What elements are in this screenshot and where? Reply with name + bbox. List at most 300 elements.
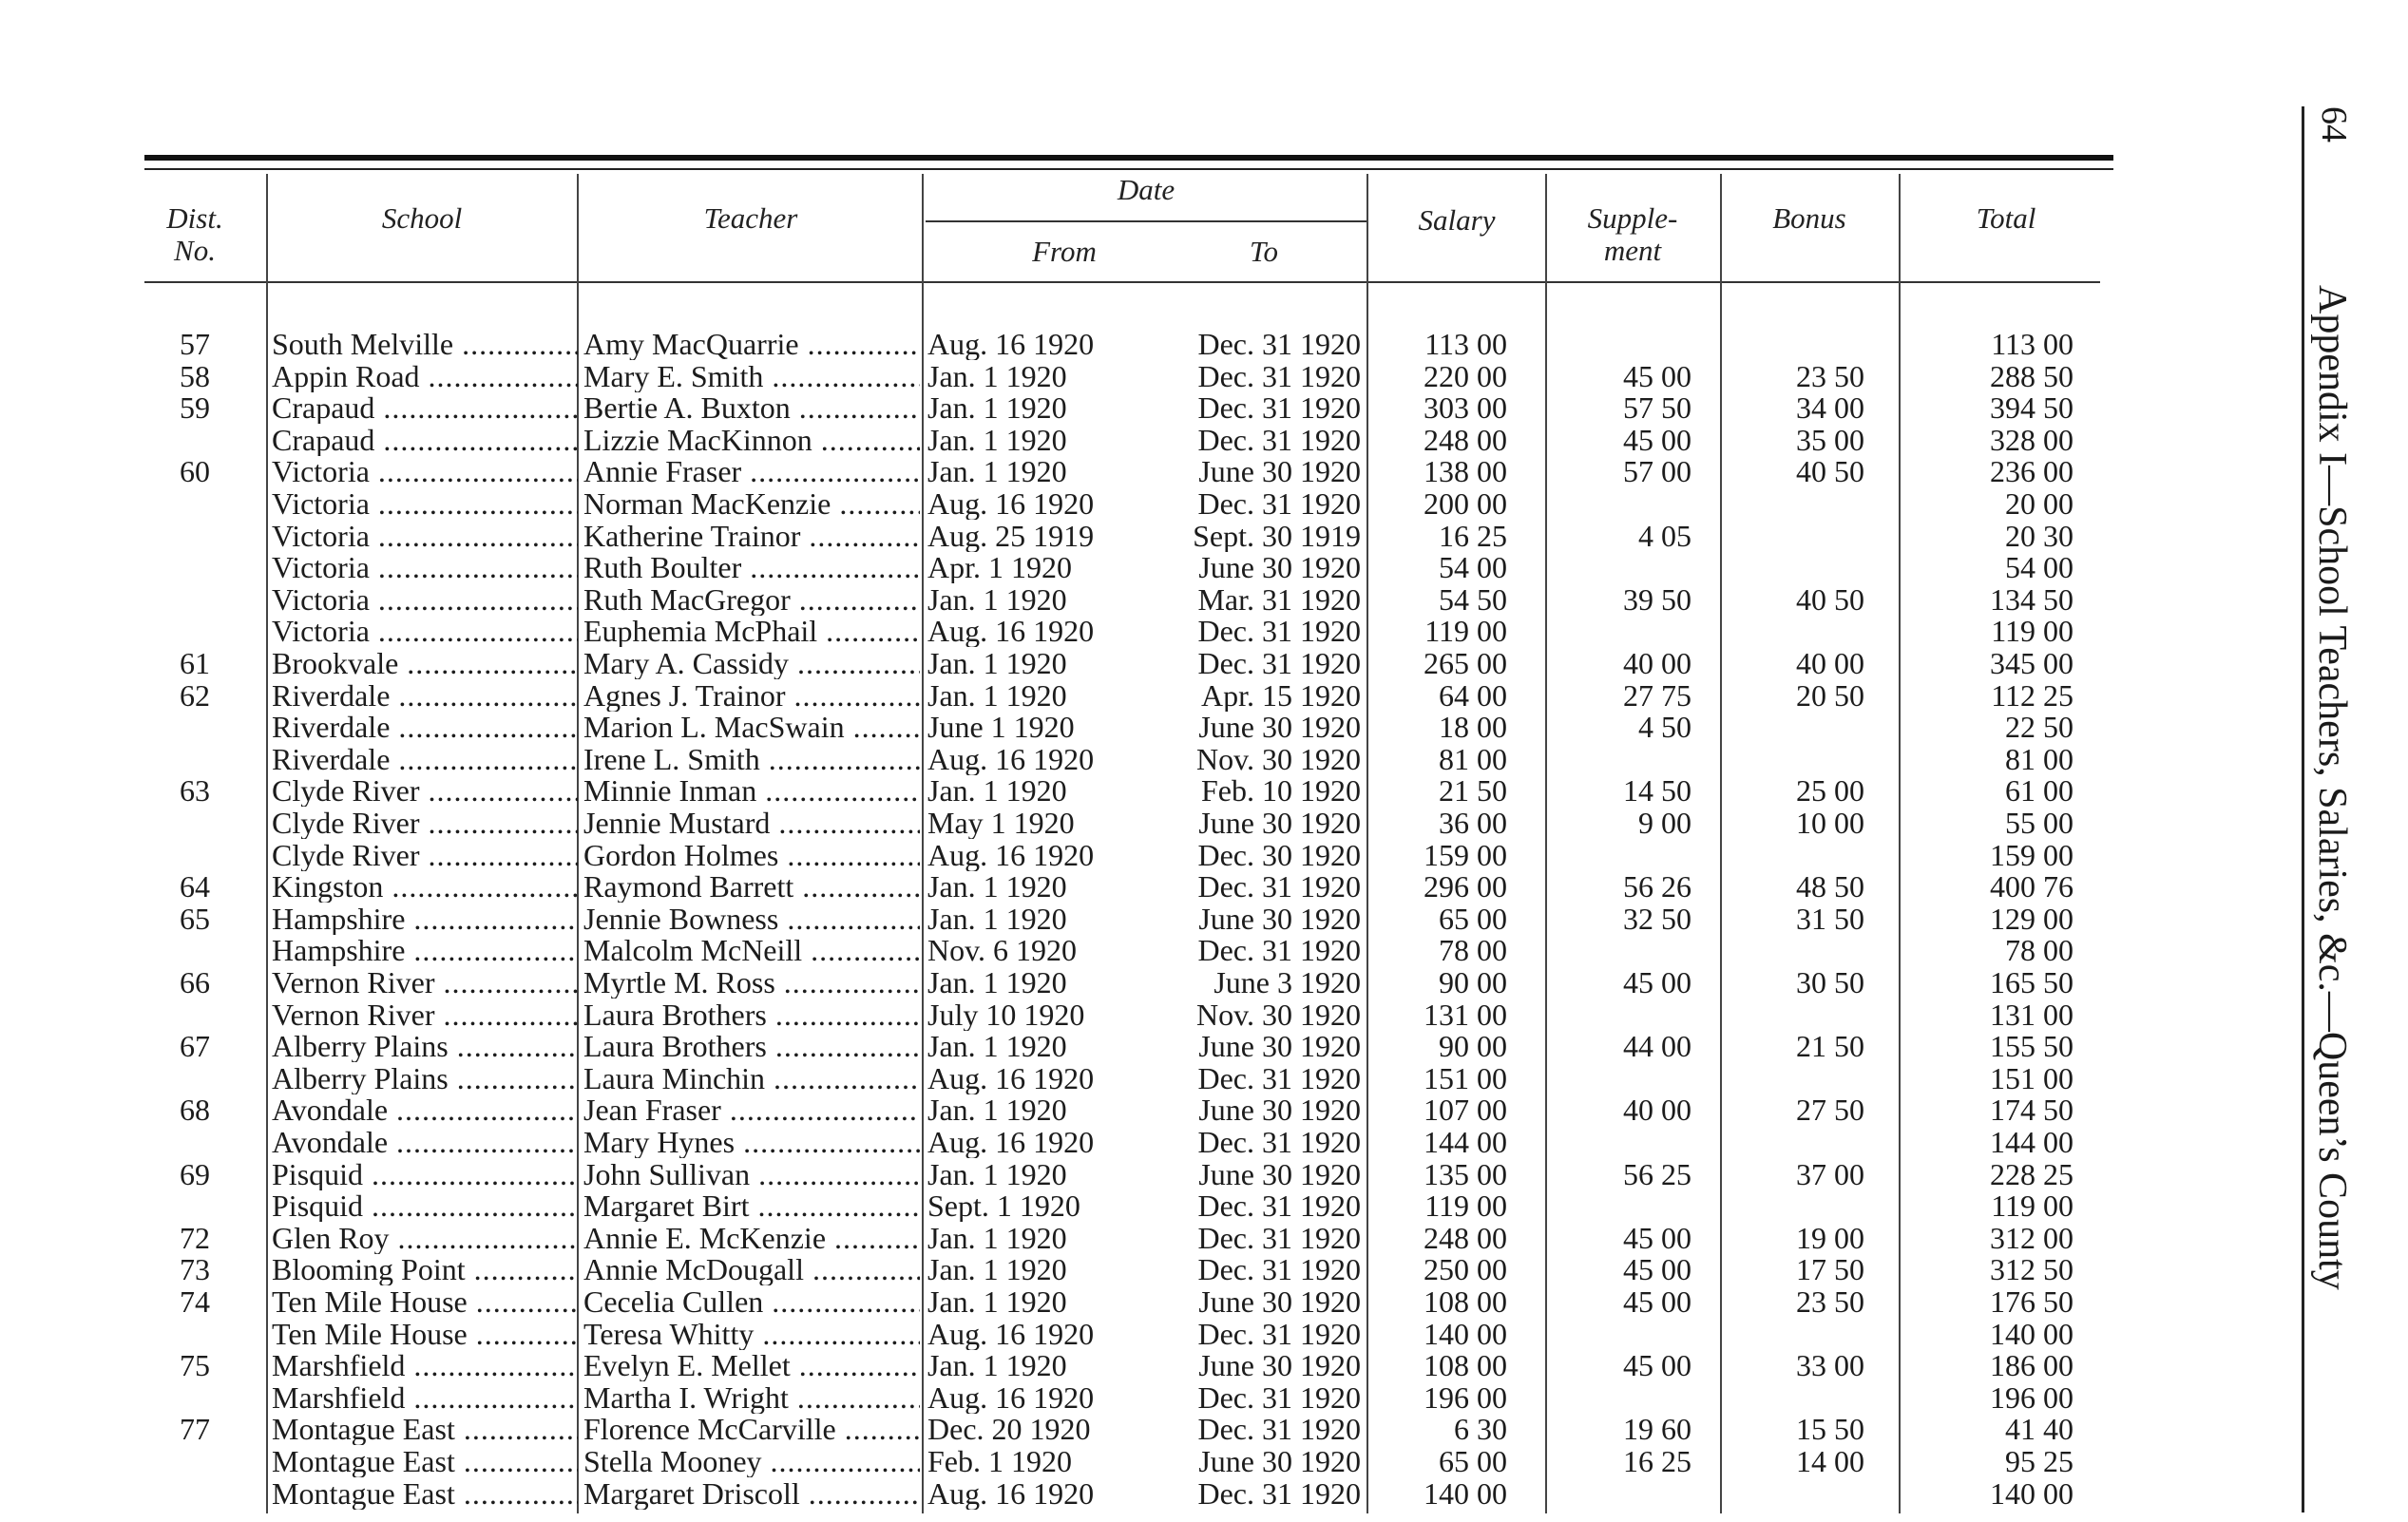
date-to-cell: Feb. 10 1920: [1201, 774, 1361, 808]
date-from-cell: Jan. 1 1920: [927, 423, 1067, 456]
salary-cell: 265 00: [1424, 647, 1507, 679]
total-cell: 55 00: [2005, 807, 2074, 839]
teacher-cell: Jennie Mustard .....: [583, 807, 920, 839]
supplement-cell: 32 50: [1623, 902, 1691, 935]
teacher-cell: Ruth MacGregor .....: [583, 583, 920, 616]
supplement-cell: 56 25: [1623, 1157, 1691, 1190]
dist-no-cell: 59: [180, 391, 210, 425]
date-to-cell: Sept. 30 1919: [1193, 519, 1361, 552]
supplement-cell: 45 00: [1623, 1253, 1691, 1286]
bonus-cell: 40 00: [1796, 647, 1864, 679]
date-from-cell: Jan. 1 1920: [927, 678, 1067, 712]
table-row: [0, 487, 2408, 520]
teacher-cell: Laura Brothers .....: [583, 1030, 920, 1062]
teacher-cell: Amy MacQuarrie .....: [583, 328, 920, 360]
date-to-cell: Apr. 15 1920: [1201, 678, 1361, 712]
table-row: [0, 615, 2408, 647]
school-cell: Riverdale .....: [272, 711, 578, 743]
total-cell: 144 00: [1990, 1126, 2074, 1158]
school-cell: South Melville .....: [272, 328, 578, 360]
date-from-cell: Aug. 16 1920: [927, 487, 1095, 520]
date-from-cell: Aug. 16 1920: [927, 1476, 1095, 1510]
date-to-cell: Dec. 31 1920: [1197, 1126, 1361, 1158]
school-cell: Montague East .....: [272, 1413, 578, 1445]
school-cell: Clyde River .....: [272, 774, 578, 807]
salary-cell: 144 00: [1424, 1126, 1507, 1158]
running-head: Appendix I—School Teachers, Salaries, &c.—Queen’s County: [2310, 285, 2354, 1290]
date-to-cell: June 30 1920: [1198, 1445, 1361, 1477]
date-from-cell: Aug. 16 1920: [927, 1126, 1095, 1158]
total-cell: 61 00: [2005, 774, 2074, 808]
total-cell: 119 00: [1991, 1189, 2074, 1223]
date-from-cell: Jan. 1 1920: [927, 455, 1067, 488]
date-from-cell: Jan. 1 1920: [927, 1094, 1067, 1127]
salary-cell: 90 00: [1439, 966, 1507, 999]
total-cell: 81 00: [2005, 742, 2074, 775]
total-cell: 328 00: [1990, 423, 2074, 456]
total-cell: 112 25: [1991, 678, 2074, 712]
date-to-cell: Nov. 30 1920: [1195, 998, 1361, 1031]
bonus-cell: 48 50: [1796, 870, 1864, 904]
school-cell: Alberry Plains .....: [272, 1062, 578, 1094]
school-cell: Alberry Plains .....: [272, 1030, 578, 1062]
table-row: [0, 1030, 2408, 1062]
supplement-cell: 45 00: [1623, 359, 1691, 392]
header-total: Total: [1976, 201, 2036, 235]
date-from-cell: Jan. 1 1920: [927, 391, 1067, 425]
date-to-cell: June 30 1920: [1198, 1349, 1361, 1382]
school-cell: Hampshire .....: [272, 903, 578, 935]
dist-no-cell: 67: [180, 1030, 210, 1063]
date-divider: [926, 220, 1366, 222]
total-cell: 312 00: [1990, 1221, 2074, 1254]
bonus-cell: 27 50: [1796, 1094, 1864, 1127]
teacher-cell: Marion L. MacSwain .....: [583, 711, 920, 743]
date-from-cell: Aug. 16 1920: [927, 1061, 1095, 1094]
total-cell: 54 00: [2005, 551, 2074, 584]
date-from-cell: Aug. 25 1919: [927, 519, 1095, 552]
date-from-cell: Aug. 16 1920: [927, 838, 1095, 871]
salary-cell: 248 00: [1424, 423, 1507, 456]
date-to-cell: Dec. 31 1920: [1197, 487, 1361, 520]
teacher-cell: Annie E. McKenzie .....: [583, 1222, 920, 1254]
total-cell: 95 25: [2005, 1445, 2074, 1477]
date-from-cell: Jan. 1 1920: [927, 582, 1067, 616]
date-from-cell: Apr. 1 1920: [927, 551, 1072, 584]
table-row: [0, 1126, 2408, 1158]
teacher-cell: Euphemia McPhail .....: [583, 615, 920, 647]
header-from: From: [1032, 235, 1097, 268]
supplement-cell: 45 00: [1623, 1349, 1691, 1382]
bonus-cell: 20 50: [1796, 678, 1864, 712]
header-dist: Dist.: [166, 201, 223, 235]
teacher-cell: Mary A. Cassidy .....: [583, 647, 920, 679]
school-cell: Crapaud .....: [272, 391, 578, 424]
bonus-cell: 40 50: [1796, 455, 1864, 488]
date-to-cell: June 30 1920: [1198, 1285, 1361, 1318]
teacher-cell: Jean Fraser .....: [583, 1094, 920, 1126]
date-to-cell: Mar. 31 1920: [1197, 582, 1361, 616]
bonus-cell: 34 00: [1796, 391, 1864, 425]
salary-cell: 6 30: [1454, 1413, 1507, 1446]
bonus-cell: 14 00: [1796, 1445, 1864, 1477]
school-cell: Ten Mile House .....: [272, 1318, 578, 1350]
supplement-cell: 9 00: [1638, 807, 1691, 839]
date-to-cell: June 30 1920: [1198, 807, 1361, 839]
table-row: [0, 966, 2408, 999]
teacher-cell: Teresa Whitty .....: [583, 1318, 920, 1350]
school-cell: Brookvale .....: [272, 647, 578, 679]
bonus-cell: 40 50: [1796, 582, 1864, 616]
salary-cell: 65 00: [1439, 902, 1507, 935]
teacher-cell: Martha I. Wright .....: [583, 1381, 920, 1414]
salary-cell: 54 50: [1439, 582, 1507, 616]
table-row: [0, 328, 2408, 360]
total-cell: 131 00: [1990, 998, 2074, 1031]
teacher-cell: Laura Minchin .....: [583, 1062, 920, 1094]
date-to-cell: June 30 1920: [1198, 711, 1361, 744]
teacher-cell: Gordon Holmes .....: [583, 839, 920, 871]
date-to-cell: June 30 1920: [1198, 1030, 1361, 1063]
header-teacher: Teacher: [703, 201, 798, 235]
salary-cell: 159 00: [1424, 838, 1507, 871]
total-cell: 22 50: [2005, 711, 2074, 744]
salary-cell: 303 00: [1424, 391, 1507, 425]
header-bottom-rule: [144, 281, 2100, 283]
dist-no-cell: 58: [180, 359, 210, 392]
supplement-cell: 14 50: [1623, 774, 1691, 808]
salary-cell: 54 00: [1439, 551, 1507, 584]
salary-cell: 140 00: [1424, 1317, 1507, 1350]
school-cell: Victoria .....: [272, 551, 578, 583]
salary-cell: 250 00: [1424, 1253, 1507, 1286]
date-to-cell: Dec. 31 1920: [1197, 328, 1361, 360]
date-to-cell: Dec. 31 1920: [1197, 1221, 1361, 1254]
bonus-cell: 23 50: [1796, 359, 1864, 392]
salary-cell: 220 00: [1424, 359, 1507, 392]
salary-cell: 135 00: [1424, 1157, 1507, 1190]
date-to-cell: Dec. 31 1920: [1197, 1253, 1361, 1286]
date-from-cell: Jan. 1 1920: [927, 1349, 1067, 1382]
teacher-cell: Annie Fraser .....: [583, 455, 920, 487]
total-cell: 165 50: [1990, 966, 2074, 999]
teacher-cell: Norman MacKenzie .....: [583, 487, 920, 520]
school-cell: Vernon River .....: [272, 966, 578, 999]
table-row: [0, 1413, 2408, 1445]
teacher-cell: Florence McCarville .....: [583, 1413, 920, 1445]
salary-cell: 140 00: [1424, 1476, 1507, 1510]
teacher-cell: Raymond Barrett .....: [583, 870, 920, 903]
date-to-cell: June 30 1920: [1198, 551, 1361, 584]
salary-cell: 108 00: [1424, 1349, 1507, 1382]
salary-cell: 296 00: [1424, 870, 1507, 904]
date-to-cell: Dec. 31 1920: [1197, 423, 1361, 456]
supplement-cell: 40 00: [1623, 647, 1691, 679]
dist-no-cell: 73: [180, 1253, 210, 1286]
header-bonus: Bonus: [1772, 201, 1846, 235]
dist-no-cell: 60: [180, 455, 210, 488]
salary-cell: 21 50: [1439, 774, 1507, 808]
teacher-cell: Katherine Trainor .....: [583, 520, 920, 552]
salary-cell: 81 00: [1439, 742, 1507, 775]
dist-no-cell: 77: [180, 1413, 210, 1446]
dist-no-cell: 64: [180, 870, 210, 904]
salary-cell: 138 00: [1424, 455, 1507, 488]
table-row: [0, 1445, 2408, 1477]
supplement-cell: 16 25: [1623, 1445, 1691, 1477]
date-from-cell: Aug. 16 1920: [927, 1317, 1095, 1350]
table-row: [0, 391, 2408, 424]
header-no: No.: [174, 234, 216, 267]
date-from-cell: Aug. 16 1920: [927, 328, 1095, 360]
salary-cell: 36 00: [1439, 807, 1507, 839]
date-to-cell: June 3 1920: [1214, 966, 1361, 999]
teacher-cell: Mary Hynes .....: [583, 1126, 920, 1158]
bonus-cell: 15 50: [1796, 1413, 1864, 1446]
total-cell: 151 00: [1990, 1061, 2074, 1094]
date-from-cell: Jan. 1 1920: [927, 902, 1067, 935]
salary-cell: 107 00: [1424, 1094, 1507, 1127]
salary-cell: 18 00: [1439, 711, 1507, 744]
school-cell: Pisquid .....: [272, 1189, 578, 1222]
total-cell: 41 40: [2005, 1413, 2074, 1446]
salary-cell: 65 00: [1439, 1445, 1507, 1477]
table-row: [0, 1189, 2408, 1222]
date-from-cell: Jan. 1 1920: [927, 1253, 1067, 1286]
table-row: [0, 743, 2408, 775]
total-cell: 140 00: [1990, 1317, 2074, 1350]
date-from-cell: Jan. 1 1920: [927, 774, 1067, 808]
supplement-cell: 39 50: [1623, 582, 1691, 616]
salary-cell: 78 00: [1439, 934, 1507, 967]
date-from-cell: Jan. 1 1920: [927, 1157, 1067, 1190]
date-from-cell: Aug. 16 1920: [927, 615, 1095, 648]
total-cell: 400 76: [1990, 870, 2074, 904]
school-cell: Montague East .....: [272, 1445, 578, 1477]
table-row: [0, 1253, 2408, 1285]
date-to-cell: June 30 1920: [1198, 1094, 1361, 1127]
school-cell: Victoria .....: [272, 455, 578, 487]
date-from-cell: Jan. 1 1920: [927, 647, 1067, 679]
salary-cell: 90 00: [1439, 1030, 1507, 1063]
school-cell: Crapaud .....: [272, 424, 578, 456]
teacher-cell: Myrtle M. Ross .....: [583, 966, 920, 999]
supplement-cell: 45 00: [1623, 1285, 1691, 1318]
salary-cell: 200 00: [1424, 487, 1507, 520]
total-cell: 119 00: [1991, 615, 2074, 648]
date-from-cell: May 1 1920: [927, 807, 1075, 839]
table-row: [0, 1062, 2408, 1094]
total-cell: 236 00: [1990, 455, 2074, 488]
supplement-cell: 4 05: [1638, 519, 1691, 552]
table-row: [0, 424, 2408, 456]
table-row: [0, 455, 2408, 487]
date-from-cell: Aug. 16 1920: [927, 742, 1095, 775]
school-cell: Riverdale .....: [272, 679, 578, 712]
salary-cell: 113 00: [1424, 328, 1507, 360]
teacher-cell: Malcolm McNeill .....: [583, 934, 920, 966]
header-salary: Salary: [1418, 203, 1496, 237]
table-row: [0, 1094, 2408, 1126]
top-rule-thin: [144, 168, 2113, 170]
school-cell: Victoria .....: [272, 487, 578, 520]
table-row: [0, 647, 2408, 679]
supplement-cell: 27 75: [1623, 678, 1691, 712]
dist-no-cell: 63: [180, 774, 210, 808]
table-row: [0, 1381, 2408, 1414]
bonus-cell: 23 50: [1796, 1285, 1864, 1318]
dist-no-cell: 69: [180, 1157, 210, 1190]
date-to-cell: June 30 1920: [1198, 455, 1361, 488]
table-row: [0, 1477, 2408, 1510]
bonus-cell: 25 00: [1796, 774, 1864, 808]
school-cell: Clyde River .....: [272, 807, 578, 839]
bonus-cell: 31 50: [1796, 902, 1864, 935]
salary-cell: 64 00: [1439, 678, 1507, 712]
table-row: [0, 551, 2408, 583]
margin-rule: [2302, 106, 2304, 1512]
table-row: [0, 1349, 2408, 1381]
total-cell: 228 25: [1990, 1157, 2074, 1190]
dist-no-cell: 61: [180, 647, 210, 679]
table-row: [0, 583, 2408, 616]
total-cell: 78 00: [2005, 934, 2074, 967]
school-cell: Avondale .....: [272, 1094, 578, 1126]
header-to: To: [1250, 235, 1278, 268]
bonus-cell: 30 50: [1796, 966, 1864, 999]
school-cell: Pisquid .....: [272, 1158, 578, 1190]
date-to-cell: Dec. 31 1920: [1197, 870, 1361, 904]
teacher-cell: Stella Mooney .....: [583, 1445, 920, 1477]
teacher-cell: Cecelia Cullen .....: [583, 1285, 920, 1318]
date-to-cell: Dec. 31 1920: [1197, 1476, 1361, 1510]
header-supplement-2: ment: [1603, 234, 1662, 267]
date-to-cell: Dec. 31 1920: [1197, 615, 1361, 648]
school-cell: Ten Mile House .....: [272, 1285, 578, 1318]
table-row: [0, 1285, 2408, 1318]
school-cell: Glen Roy .....: [272, 1222, 578, 1254]
total-cell: 20 30: [2005, 519, 2074, 552]
table-row: [0, 999, 2408, 1031]
salary-cell: 119 00: [1424, 615, 1507, 648]
date-from-cell: Feb. 1 1920: [927, 1445, 1072, 1477]
school-cell: Appin Road .....: [272, 360, 578, 392]
dist-no-cell: 62: [180, 678, 210, 712]
header-date: Date: [1117, 173, 1175, 206]
supplement-cell: 45 00: [1623, 1221, 1691, 1254]
school-cell: Victoria .....: [272, 615, 578, 647]
table-row: [0, 934, 2408, 966]
total-cell: 288 50: [1990, 359, 2074, 392]
dist-no-cell: 65: [180, 902, 210, 935]
date-from-cell: Sept. 1 1920: [927, 1189, 1080, 1223]
total-cell: 20 00: [2005, 487, 2074, 520]
table-row: [0, 807, 2408, 839]
table-row: [0, 520, 2408, 552]
supplement-cell: 4 50: [1638, 711, 1691, 744]
school-cell: Blooming Point .....: [272, 1253, 578, 1285]
total-cell: 174 50: [1990, 1094, 2074, 1127]
total-cell: 129 00: [1990, 902, 2074, 935]
date-from-cell: Jan. 1 1920: [927, 1285, 1067, 1318]
page-number: 64: [2314, 106, 2354, 143]
supplement-cell: 57 50: [1623, 391, 1691, 425]
school-cell: Marshfield .....: [272, 1381, 578, 1414]
date-to-cell: Dec. 31 1920: [1197, 359, 1361, 392]
bonus-cell: 17 50: [1796, 1253, 1864, 1286]
supplement-cell: 40 00: [1623, 1094, 1691, 1127]
salary-cell: 119 00: [1424, 1189, 1507, 1223]
date-from-cell: Aug. 16 1920: [927, 1380, 1095, 1414]
table-row: [0, 1158, 2408, 1190]
bonus-cell: 37 00: [1796, 1157, 1864, 1190]
salary-cell: 16 25: [1439, 519, 1507, 552]
date-to-cell: Dec. 31 1920: [1197, 1380, 1361, 1414]
teacher-cell: Bertie A. Buxton .....: [583, 391, 920, 424]
bonus-cell: 35 00: [1796, 423, 1864, 456]
table-row: [0, 839, 2408, 871]
table-row: [0, 1222, 2408, 1254]
table-row: [0, 870, 2408, 903]
date-to-cell: Nov. 30 1920: [1195, 742, 1361, 775]
teacher-cell: Minnie Inman .....: [583, 774, 920, 807]
table-row: [0, 903, 2408, 935]
school-cell: Avondale .....: [272, 1126, 578, 1158]
teacher-cell: Annie McDougall .....: [583, 1253, 920, 1285]
supplement-cell: 56 26: [1623, 870, 1691, 904]
total-cell: 186 00: [1990, 1349, 2074, 1382]
date-to-cell: June 30 1920: [1198, 902, 1361, 935]
dist-no-cell: 66: [180, 966, 210, 999]
date-to-cell: Dec. 31 1920: [1197, 1061, 1361, 1094]
date-from-cell: Jan. 1 1920: [927, 870, 1067, 904]
dist-no-cell: 57: [180, 328, 210, 360]
total-cell: 140 00: [1990, 1476, 2074, 1510]
supplement-cell: 45 00: [1623, 966, 1691, 999]
bonus-cell: 10 00: [1796, 807, 1864, 839]
date-to-cell: Dec. 31 1920: [1197, 1189, 1361, 1223]
date-to-cell: Dec. 31 1920: [1197, 1317, 1361, 1350]
teacher-cell: Laura Brothers .....: [583, 999, 920, 1031]
teacher-cell: Margaret Birt .....: [583, 1189, 920, 1222]
bonus-cell: 19 00: [1796, 1221, 1864, 1254]
teacher-cell: Ruth Boulter .....: [583, 551, 920, 583]
teacher-cell: Margaret Driscoll .....: [583, 1477, 920, 1510]
table-row: [0, 711, 2408, 743]
school-cell: Hampshire .....: [272, 934, 578, 966]
dist-no-cell: 68: [180, 1094, 210, 1127]
school-cell: Victoria .....: [272, 520, 578, 552]
school-cell: Vernon River .....: [272, 999, 578, 1031]
table-row: [0, 774, 2408, 807]
date-from-cell: Jan. 1 1920: [927, 1030, 1067, 1063]
supplement-cell: 57 00: [1623, 455, 1691, 488]
table-row: [0, 360, 2408, 392]
date-from-cell: Jan. 1 1920: [927, 359, 1067, 392]
total-cell: 176 50: [1990, 1285, 2074, 1318]
dist-no-cell: 75: [180, 1349, 210, 1382]
school-cell: Marshfield .....: [272, 1349, 578, 1381]
total-cell: 134 50: [1990, 582, 2074, 616]
supplement-cell: 45 00: [1623, 423, 1691, 456]
teacher-cell: Lizzie MacKinnon .....: [583, 424, 920, 456]
salary-cell: 248 00: [1424, 1221, 1507, 1254]
teacher-cell: John Sullivan .....: [583, 1158, 920, 1190]
total-cell: 312 50: [1990, 1253, 2074, 1286]
bonus-cell: 21 50: [1796, 1030, 1864, 1063]
teacher-cell: Irene L. Smith .....: [583, 743, 920, 775]
school-cell: Kingston .....: [272, 870, 578, 903]
